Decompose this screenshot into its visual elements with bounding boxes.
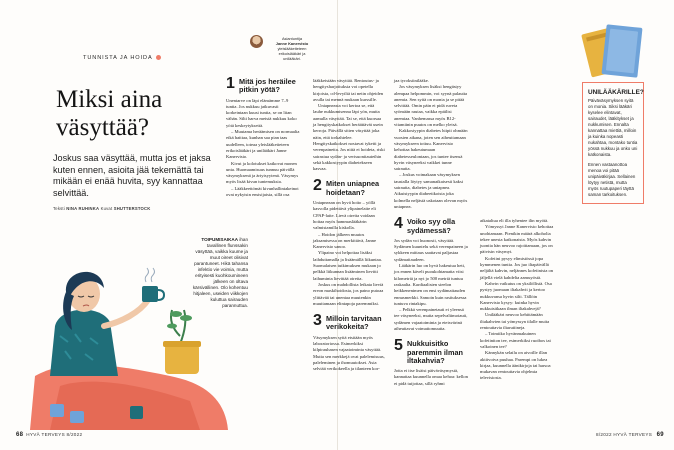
text-column-3: jaa tyroksiinilääke. Jos väsymyksen lisäksi hengästyy alempaa helpommin, voi syynä palautta anemia. Sen syitä on monia ja se pitää selvittää. Omin päin ei pidä ruveta syömään rautaa, vaikka epäilisi anemiaa. Vanhemassa myös B12-vitamiinin puutos on melko yleisä. Kakkostyypin diabetes hiipii ohmään vuosien aikana, joten sen aiheuttamaan väsymykseen tottuu. Kanervisto kehottaa hakeutumaan diabetesseulontaan, jos tuntee itsensä hyvin väsyneeksi vaikkei tunne sairautta. – Joskus voimakaan väsymyksen taustalla löytyy samanaikaisesti kaksi sairautta, diabetes ja uniapnea. Aikuistyypin diabeetikoista joka kolmella neljästä uskotaan olevan myös uniapnea. 4 Voiko syy olla sydämessä? Jos sydän voi huonosti, väsyttää. Sydämen kuuntelu sekä verenpaineen ja sykkeen mittaus saattavat paljastaa sydämaitaudeen. Lääkärin luo on hyvä hakeutua heti, jos ennen kävelt puoukohtamatta viisi kilometriä ja nyt jo 500 metriä tuntuu raskaalta. Kardiaalisten sieelon heikkenenimen on ensi sydämaitauden ennusmerkki. Samoin kuin rasituksessa tuntuva rintakipu. – Pelkkä verenpainetauti ei yleensä tee väsyneeksi, mutta sepelvaltimotauti, sydämen vajaatoiminta ja eteisvärinä aiheuttavat voimattomuutta. 5 Nukkuisitko paremmin ilman iltakahvia? Jotta ei itse lisäisi päiväväsymystä, kannattaa kuunnella omaa kehoa: kellon ei pidä tuijottaa, sillä ryhmi — [394, 78, 468, 386]
byline: Teksti NINA RUHINKA Kuvat SHUTTERSTOCK — [53, 206, 151, 211]
article-title: Miksi aina väsyttää? — [56, 86, 163, 141]
question-1-heading: 1 Mitä jos heräilee pitkin yötä? — [226, 75, 296, 95]
article-lead: Joskus saa väsyttää, mutta jos et jaksa kuten ennen, asioita jää tekemättä tai mikään ei enää huvita, syy kannattaa selvittää. — [53, 153, 211, 198]
expert-caption: Asiantuntija Janne Kanervisto yleislääketieteen erikoislääkäri ja unilääkäri. — [275, 36, 309, 61]
info-box-title: UNILÄÄKÄRILLE? — [588, 89, 644, 96]
text-column-4: aikataltua eli illa tyhentee ilin myötä. Yömyssyt Janne Kanervisto kehottaa unohtamaan. Pienikin määrä alkoholia tekee unesta katkonaista. Myös kahvin juontia hän neuvoo rajoittamaan, jos on päivisin väsymyt. Kofeiini pysyy elimistössä jopa kymmenen tuntia. Jos juo iltapäivällä neljältä kahvin, neljännes kofeiinista on jäljellä vielä kahdelta aamuyöstä. Kahvin vaikutus on yksilöllistä. Osa pystyy juomaan iltakahvit ja kertoo nukkuvansa hyvin silti. Tällöin Kanervisto kysyy: kuinka hyvin nukkuisitkaan ilman iltakahvejä? Unilääkäri neuvoo kehittämään iltakahvien tai yömyssyn tilalle muita rentouttavia iltarutiineja. – Toimiiko hyvänmakuinen kofeiiniton tee, esimerkiksi ruoibos tai valkoinen tee? Kännykän selailu on aivoille illan aktiivoiva puuhaa. Parempi on lukea kirjaa, kuunnella äänikirjoja tai harsoa mukavan rentouttavia ohjelmia televisiosta. — [480, 218, 554, 381]
info-box-body: Päiväväsymyksen syitä on monia. Siksi lääkäri kyselee elintavat, sairaudet, lääkitykset ja nukkumisen. Ennalta kannattaa miettiä, milloin ja kuinka nopeasti nukahtaa, montako tuntia yössä nukkuu ja onko uni katkonaista. Ennen vastaanottoa menoa voi pitää unipäiväkirjaa. Sellainen löytyy netistä, mutta myös ruutupaperi täyttä saman tarkoituksen. — [588, 98, 638, 197]
books-icon — [578, 20, 648, 90]
coffee-cup-icon — [142, 268, 164, 302]
text-column-2: lääkkeistään väsyttää. Rentoutus- ja hengitysharjoituksia voi opetella kirjoista, cd-levyiltä tai netin ohjeiden avulla tai mennä mukaan kurssille. Uniapneasta voi kertoa se, että lauhe nukkumisenna läpi yön, mutta aamulla väsyttää. Tai se, että kuorsaa ja hengityskatkokset heräättävät usein kerroja. Päivällä sitten väsyttää joka näin, että torkahtelee. Hengityskatkokset nostavat tyketti ja verenpainetta. Jos niitä ei hoideta, riski sairastua sydän- ja verisuonitauteihin sekä kakkostyypin diabetekseen kasvaa. 2 Miten uniapnea hoidetaan? Uniapneaan on hyvä hoito – yöllä kasvolla pidettävä ylipainelaite eli CPAP-laite. Lievä oireita voidaan hoitaa myös hammaslääkärin valmistamilla kiskolla. – Hoidon jälkeen muutos jaksamisessa on merkittävä, Janne Kanervisto sanoo. Ylipaino voi helpottaa lisäksi laihduttamalla ja lisäämällä liikuntaa. Suomalaisen tutkimuksen mukaan jo pelkkä liikunnan lisääminen lievitti laihuminta lievittää oireita. Joskus on mahdollista leikata lieviä ereon maskihoidosta, jos paino putoaa ylittävää tai unentaa muutenkin muuttamaan elintapoja paremmiksi. 3 Milloin tarvitaan verikokeita? Väsymyksen syitä etsitään myös laboratoriossa. Esimerkiksi kilpirauhasen vajaatoiminta väsyttää. Mutta sen merkkejä ovat palelemisuus, paleleminen ja ihomuutokset. Asia selviää verikokeella ja tilanteen kor- — [313, 78, 385, 372]
plant-pot-icon — [163, 310, 201, 374]
accent-dot-icon — [156, 55, 161, 60]
question-5-heading: 5 Nukkuisitko paremmin ilman iltakahvia? — [394, 337, 463, 365]
text-column-1: 1 Mitä jos heräilee pitkin yötä? Unentarve on läpi elämämme 7–9 tuntia. Jos nukkuu jatkuvasti korkeintaan kuusi tuntia, se on liian vähän. Silti harva meistä nukkuu koko yötä keskeytyksettä. – Muutama heräämisen on normaalia eikä haittaa, kunhan saa pian taas uudelleen, toteaa yleislääketieteen erikoislääkäri ja unilääkäri Janne Kanervisto. Kivut ja kolotukset katkovat monen unta. Huomaamisuus tunnuu päivällä väsymyksenä ja ärtyisyytenä. Väsymys myös lisää kivun tuntemuksia. – Lääkkeettömät kivunhallintakeinot ovat nykyisin ensisijaisia, sillä osa — [226, 75, 300, 198]
question-4-heading: 4 Voiko syy olla sydämessä? — [394, 215, 456, 235]
info-box — [582, 82, 644, 204]
footer-left: 68 HYVÄ TERVEYS 8/2022 — [16, 432, 83, 438]
footer-right: 8/2022 HYVÄ TERVEYS 69 — [596, 432, 664, 438]
expert-avatar — [250, 35, 263, 48]
section-tag: TUNNISTA JA HOIDA — [83, 55, 161, 61]
question-2-heading: 2 Miten uniapnea hoidetaan? — [313, 177, 380, 197]
question-3-heading: 3 Milloin tarvitaan verikokeita? — [313, 312, 382, 332]
sidebar-quote: TOIPUMISAIKAA ihan tavallinen flunssakin väsyttää, vaikka kuume ja muut oireet olisivat parantuneet. Hikä tahansa infektio vie voimia, mutta erityisesti kuohkoumineen jälkeen on oltava kärsivällinen. Olo kohentuu hitjaleen, useiden viikkojen kuluttua sairauden parannuttua. — [192, 237, 248, 308]
